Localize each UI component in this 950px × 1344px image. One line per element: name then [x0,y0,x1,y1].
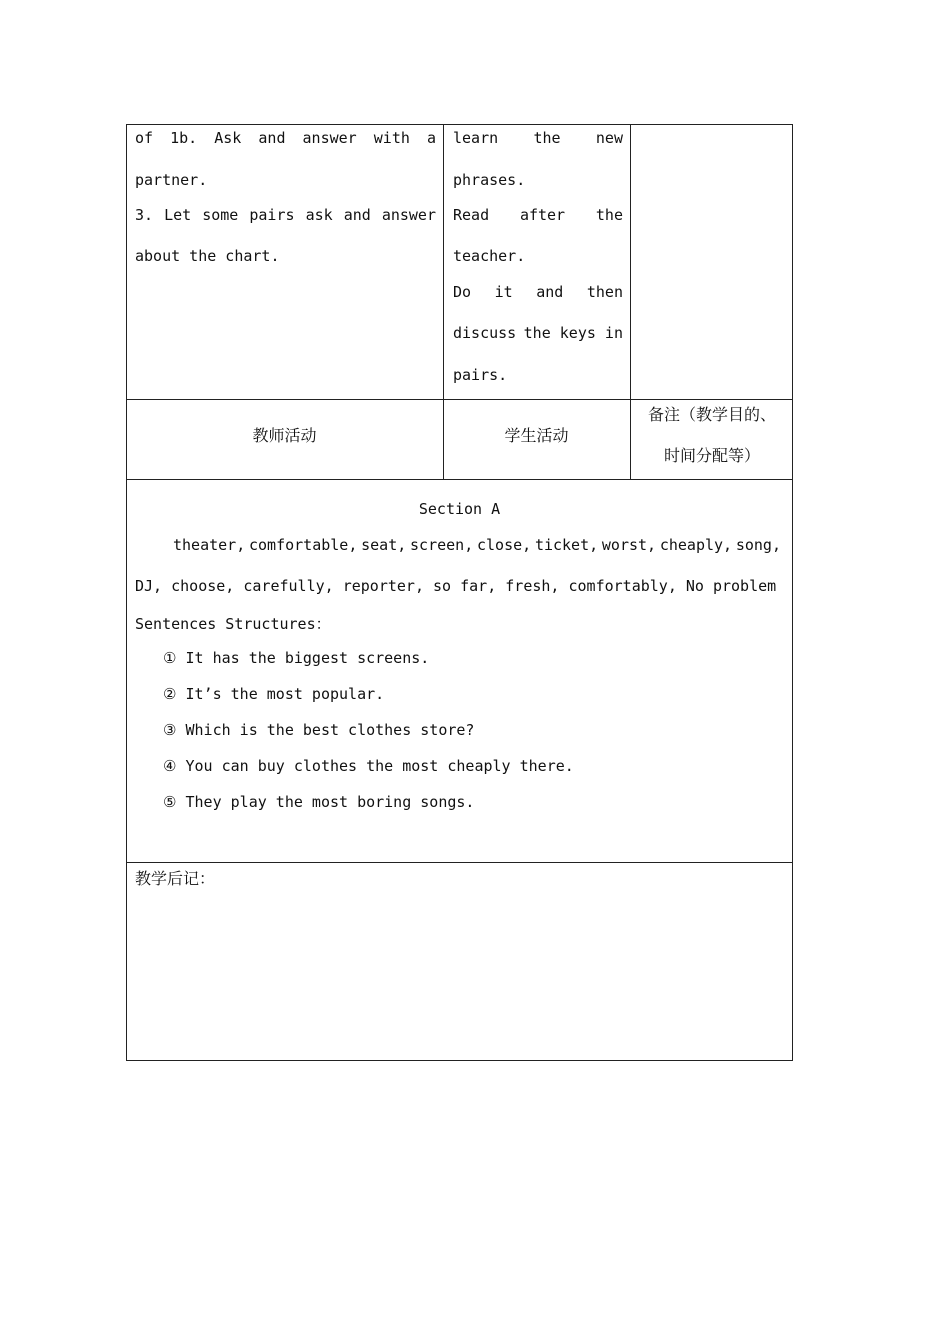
sentence-3: ③ Which is the best clothes store? [163,721,475,739]
sentence-2: ② It’s the most popular. [163,685,385,703]
section-title: Section A [418,500,501,518]
vocab-line-2: DJ, choose, carefully, reporter, so far, fresh, comfortably, No problem [135,577,777,595]
sentence-5: ⑤ They play the most boring songs. [163,793,475,811]
student-activity-line-6: discuss the keys in [453,324,623,342]
teacher-activity-line-1: of 1b. Ask and answer with a [135,129,436,147]
row-divider-3 [126,862,793,863]
student-activity-line-7: pairs. [453,366,508,384]
postscript-label: 教学后记： [135,869,216,888]
header-notes-line-2: 时间分配等） [663,446,760,465]
student-activity-line-1: learn the new [453,129,623,147]
teacher-activity-line-3: 3. Let some pairs ask and answer [135,206,436,224]
teacher-activity-line-2: partner. [135,171,208,189]
sentence-1: ① It has the biggest screens. [163,649,430,667]
header-student-activity: 学生活动 [504,426,569,445]
student-activity-line-5: Do it and then [453,283,623,301]
header-teacher-activity: 教师活动 [252,426,317,445]
structures-label: Sentences Structures： [135,615,331,633]
student-activity-line-2: phrases. [453,171,526,189]
row-divider-1 [126,399,793,400]
row-divider-2 [126,479,793,480]
student-activity-line-3: Read after the [453,206,623,224]
header-notes-line-1: 备注（教学目的、 [647,405,776,424]
column-divider-2 [630,124,631,480]
sentence-4: ④ You can buy clothes the most cheaply there. [163,757,574,775]
student-activity-line-4: teacher. [453,247,526,265]
vocab-line-1: theater, comfortable, seat, screen, close, ticket, worst, cheaply, song, [173,536,781,554]
teacher-activity-line-4: about the chart. [135,247,280,265]
